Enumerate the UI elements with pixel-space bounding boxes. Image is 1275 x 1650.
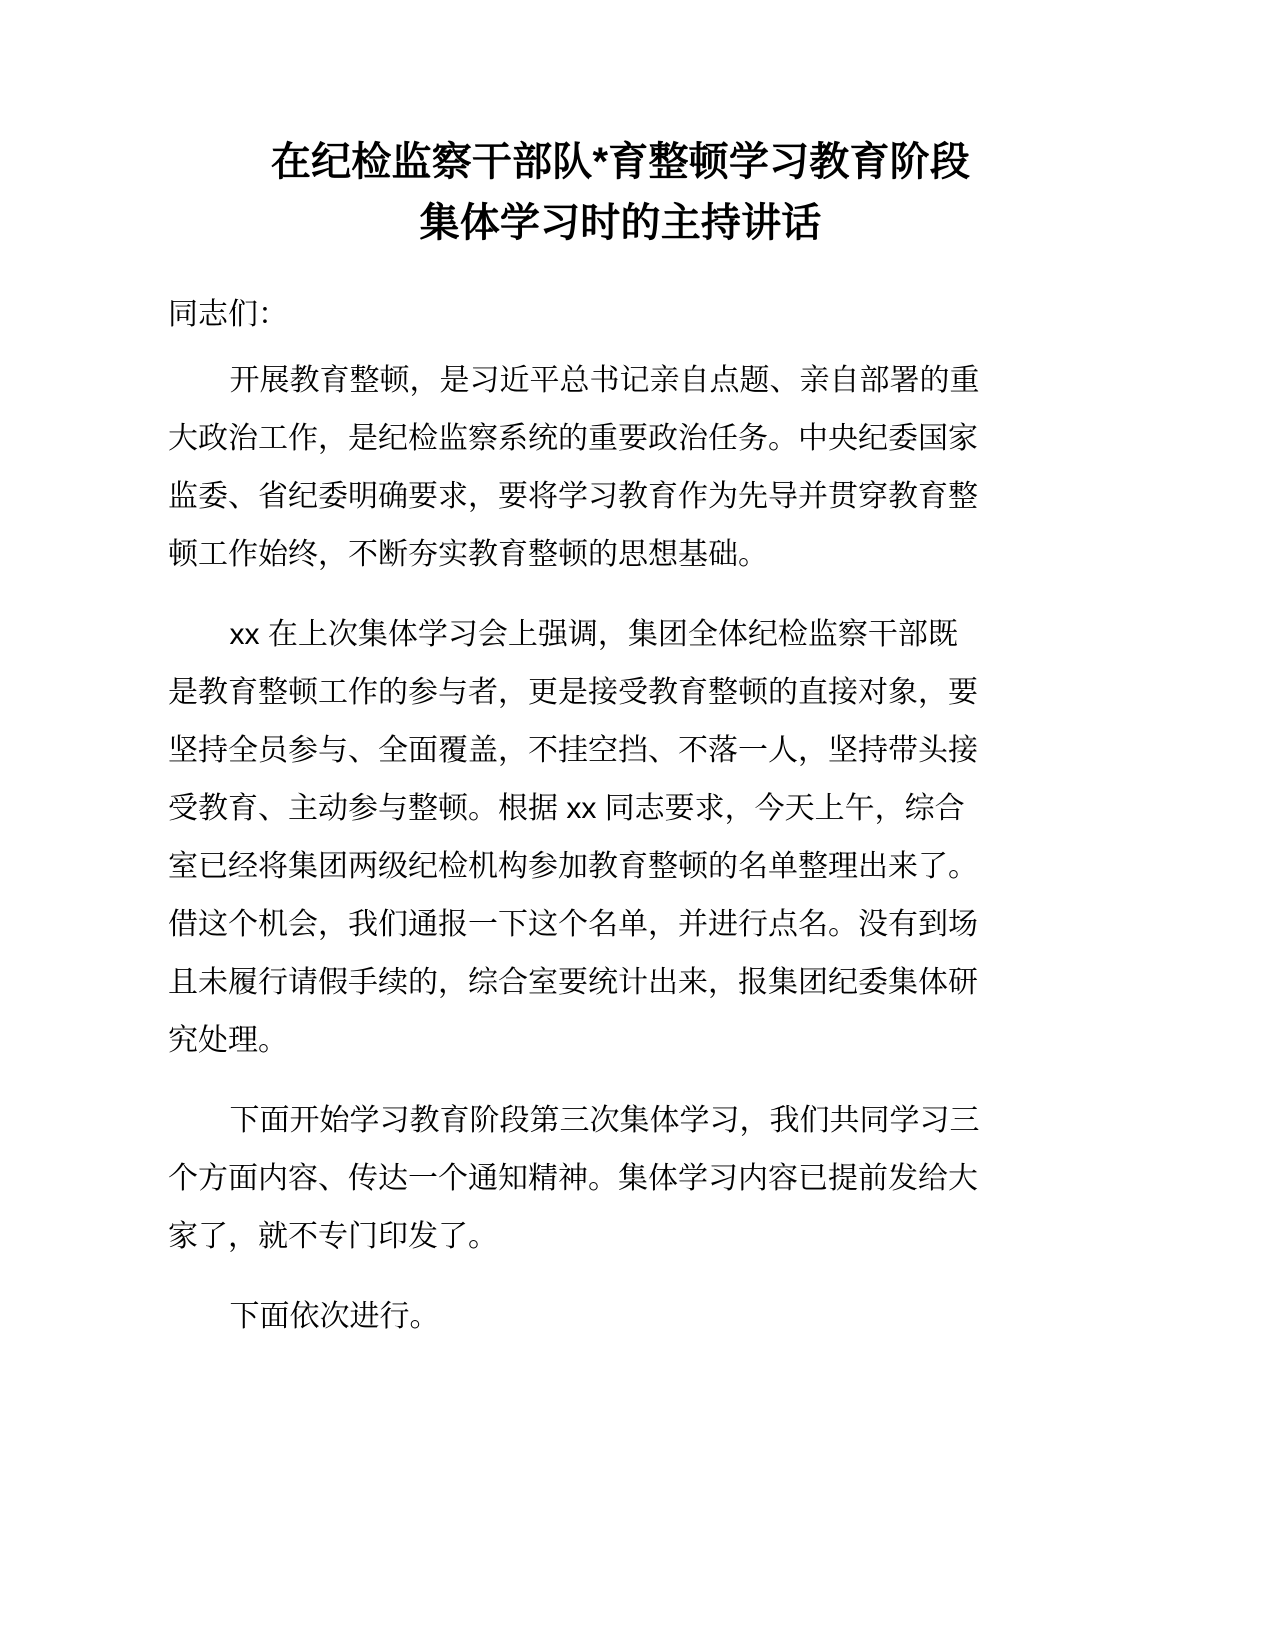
paragraph-2 xyxy=(168,606,1073,1070)
page-title xyxy=(168,132,1073,254)
paragraph-2-line-5: 室已经将集团两级纪检机构参加教育整顿的名单整理出来了。 xyxy=(168,849,978,883)
paragraph-2-line-6: 借这个机会，我们通报一下这个名单，并进行点名。没有到场 xyxy=(168,907,978,941)
paragraph-4-line-1: 下面依次进行。 xyxy=(229,1299,440,1333)
document-body xyxy=(168,0,1073,1346)
paragraph-2-line-3: 坚持全员参与、全面覆盖，不挂空挡、不落一人，坚持带头接 xyxy=(168,733,978,767)
paragraph-2-line-2: 是教育整顿工作的参与者，更是接受教育整顿的直接对象，要 xyxy=(168,675,978,709)
paragraph-4 xyxy=(168,1288,1073,1346)
title-line-2: 集体学习时的主持讲话 xyxy=(419,200,822,245)
paragraph-2-line-7: 且未履行请假手续的，综合室要统计出来，报集团纪委集体研 xyxy=(168,965,978,999)
title-line-1: 在纪检监察干部队*育整顿学习教育阶段 xyxy=(270,140,971,184)
paragraph-3-line-1: 下面开始学习教育阶段第三次集体学习，我们共同学习三 xyxy=(229,1103,980,1137)
salutation: 同志们： xyxy=(168,297,288,331)
paragraph-3-line-3: 家了，就不专门印发了。 xyxy=(168,1219,498,1253)
paragraph-2-line-8: 究处理。 xyxy=(168,1023,288,1057)
paragraph-1-line-4: 顿工作始终，不断夯实教育整顿的思想基础。 xyxy=(168,537,768,571)
paragraph-1-line-2: 大政治工作，是纪检监察系统的重要政治任务。中央纪委国家 xyxy=(168,421,978,455)
document-title-block xyxy=(168,0,1073,254)
paragraph-2-line-4: 受教育、主动参与整顿。根据 xx 同志要求，今天上午，综合 xyxy=(168,791,965,825)
paragraph-1-line-3: 监委、省纪委明确要求，要将学习教育作为先导并贯穿教育整 xyxy=(168,479,978,513)
paragraph-1-line-1: 开展教育整顿，是习近平总书记亲自点题、亲自部署的重 xyxy=(229,363,980,397)
paragraph-3 xyxy=(168,1092,1073,1266)
paragraph-1 xyxy=(168,352,1073,584)
paragraph-3-line-2: 个方面内容、传达一个通知精神。集体学习内容已提前发给大 xyxy=(168,1161,978,1195)
paragraph-2-line-1: xx 在上次集体学习会上强调，集团全体纪检监察干部既 xyxy=(229,617,958,651)
